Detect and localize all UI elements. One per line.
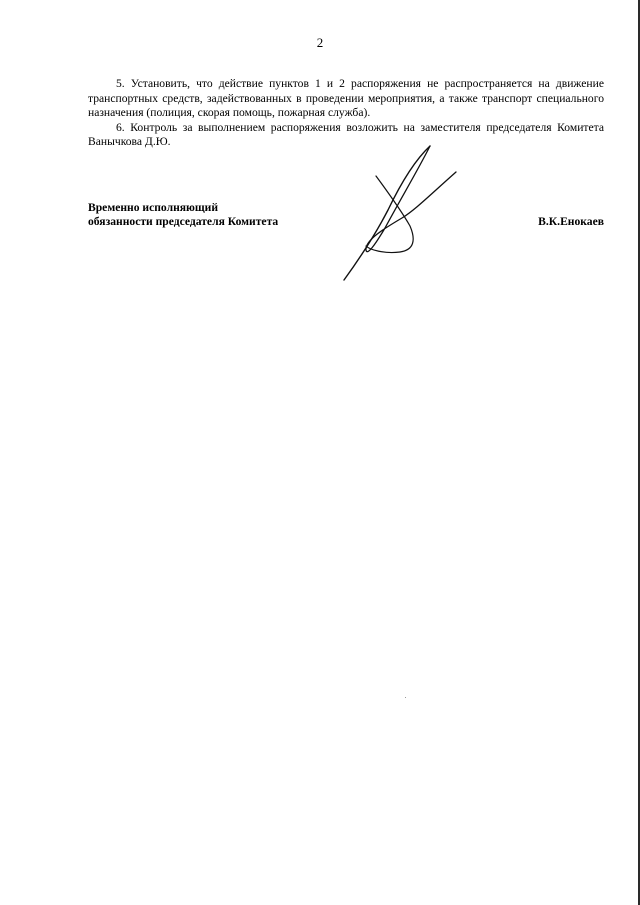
paragraph-5: 5. Установить, что действие пунктов 1 и 2 распоряжения не распространяется на движение транспортных средств, задействованных в проведении мероприятия, а также транспорт специального назначения (полиция, скорая помощь, пожарная служба). (88, 77, 604, 120)
handwritten-signature (330, 140, 470, 285)
page-number: 2 (316, 35, 324, 50)
signatory-title-line-1: Временно исполняющий (88, 201, 219, 214)
paragraph-6: 6. Контроль за выполнением распоряжения возложить на заместителя председателя Комитета Ванычкова Д.Ю. (88, 120, 604, 149)
signatory-title-line-2: обязанности председателя Комитета (88, 215, 279, 229)
signatory-name: В.К.Енокаев (538, 215, 604, 228)
scan-speck (405, 697, 406, 698)
signatory-title (88, 201, 278, 230)
